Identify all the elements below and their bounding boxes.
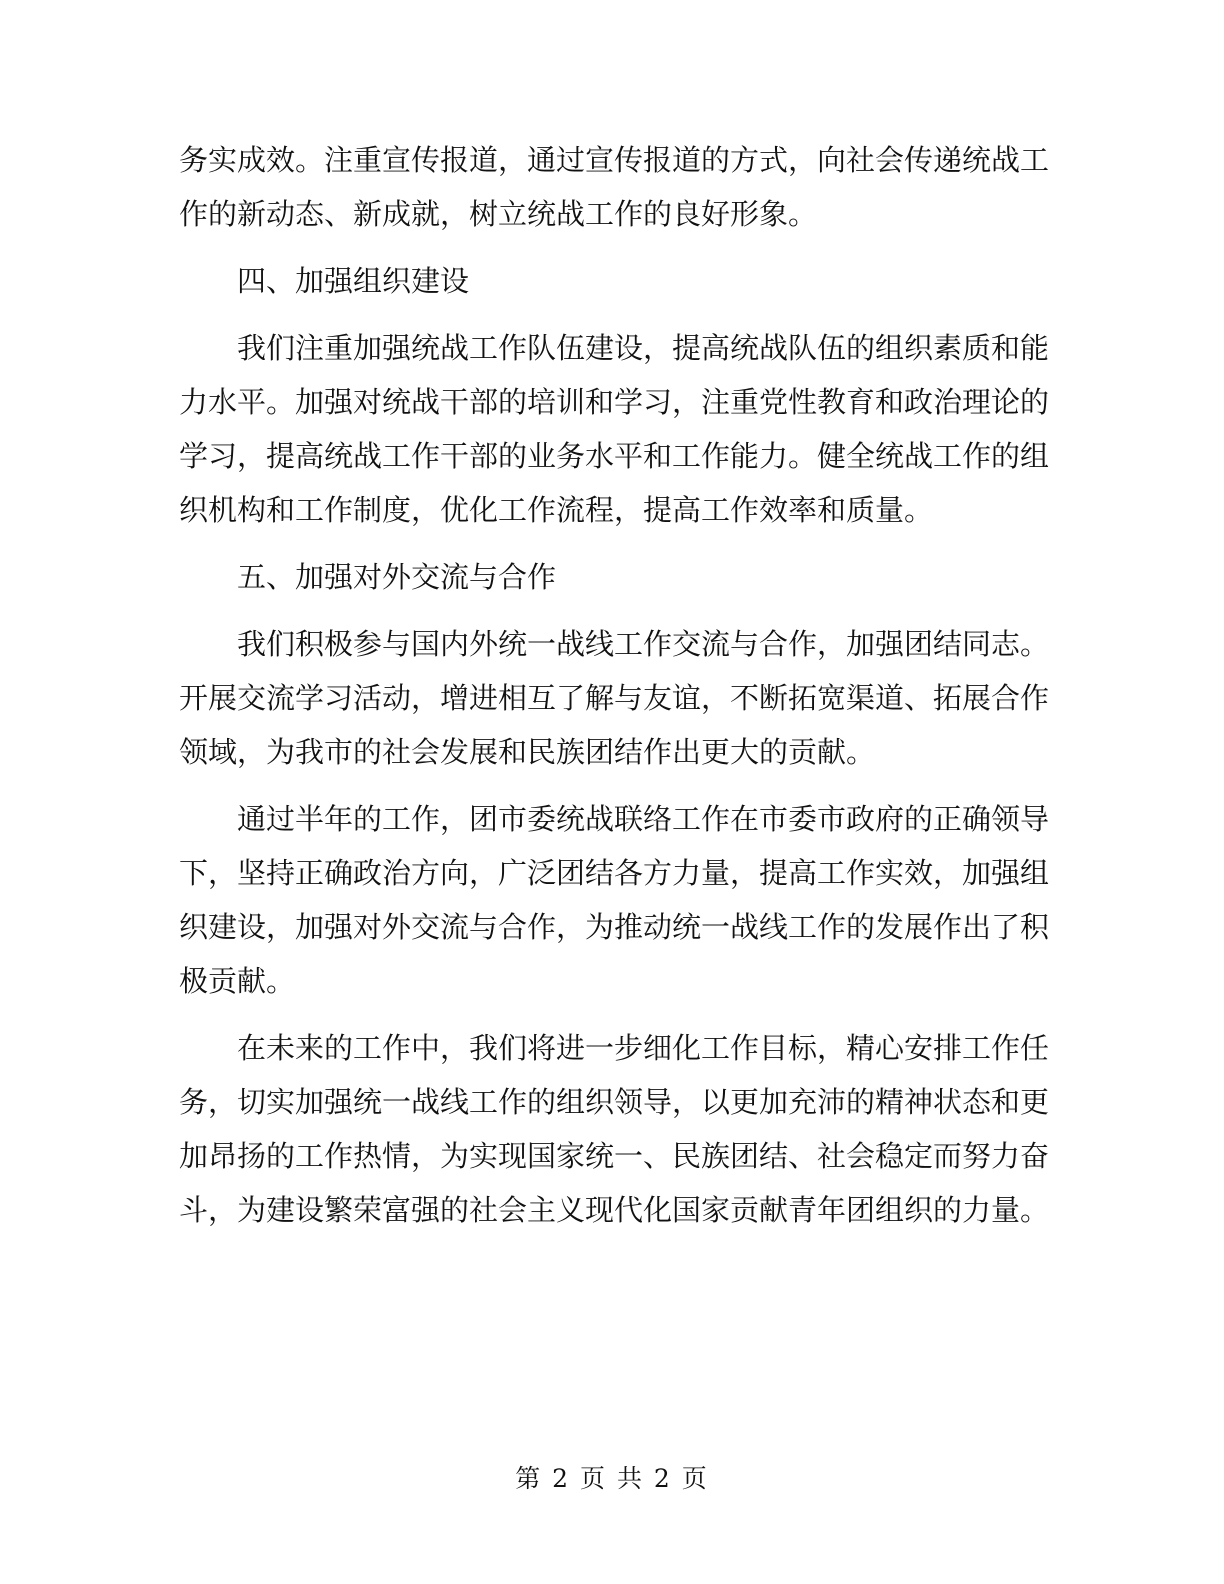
- text-line: 极贡献。: [179, 964, 296, 998]
- text-line: 务实成效。注重宣传报道，通过宣传报道的方式，向社会传递统战工: [179, 143, 1050, 177]
- paragraph: [179, 133, 1050, 241]
- paragraph-gap: [179, 241, 1015, 254]
- text-line: 我们积极参与国内外统一战线工作交流与合作，加强团结同志。: [237, 627, 1050, 661]
- paragraph-gap: [179, 537, 1015, 550]
- paragraph-gap: [179, 308, 1015, 321]
- text-line: 在未来的工作中，我们将进一步细化工作目标，精心安排工作任: [237, 1031, 1050, 1065]
- text-line: 加昂扬的工作热情，为实现国家统一、民族团结、社会稳定而努力奋: [179, 1139, 1050, 1173]
- text-line: 织建设，加强对外交流与合作，为推动统一战线工作的发展作出了积: [179, 910, 1050, 944]
- text-line: 领域，为我市的社会发展和民族团结作出更大的贡献。: [179, 735, 876, 769]
- paragraph-gap: [179, 1008, 1015, 1021]
- text-line: 我们注重加强统战工作队伍建设，提高统战队伍的组织素质和能: [237, 331, 1050, 365]
- paragraph-gap: [179, 779, 1015, 792]
- section-heading: 四、加强组织建设: [237, 264, 470, 298]
- text-line: 下，坚持正确政治方向，广泛团结各方力量，提高工作实效，加强组: [179, 856, 1050, 890]
- page-footer: 第 2 页 共 2 页: [515, 1464, 709, 1493]
- text-line: 作的新动态、新成就，树立统战工作的良好形象。: [179, 197, 818, 231]
- text-line: 开展交流学习活动，增进相互了解与友谊，不断拓宽渠道、拓展合作: [179, 681, 1050, 715]
- section-heading: 五、加强对外交流与合作: [237, 560, 557, 594]
- paragraph: [179, 321, 1050, 537]
- paragraph: [179, 792, 1050, 1008]
- paragraph: [179, 617, 1050, 779]
- document-body: [179, 133, 1050, 1237]
- text-line: 通过半年的工作，团市委统战联络工作在市委市政府的正确领导: [237, 802, 1050, 836]
- text-line: 力水平。加强对统战干部的培训和学习，注重党性教育和政治理论的: [179, 385, 1050, 419]
- text-line: 斗，为建设繁荣富强的社会主义现代化国家贡献青年团组织的力量。: [179, 1193, 1050, 1227]
- text-line: 学习，提高统战工作干部的业务水平和工作能力。健全统战工作的组: [179, 439, 1050, 473]
- text-line: 务，切实加强统一战线工作的组织领导，以更加充沛的精神状态和更: [179, 1085, 1050, 1119]
- paragraph-gap: [179, 604, 1015, 617]
- text-line: 织机构和工作制度，优化工作流程，提高工作效率和质量。: [179, 493, 934, 527]
- paragraph: [179, 1021, 1050, 1237]
